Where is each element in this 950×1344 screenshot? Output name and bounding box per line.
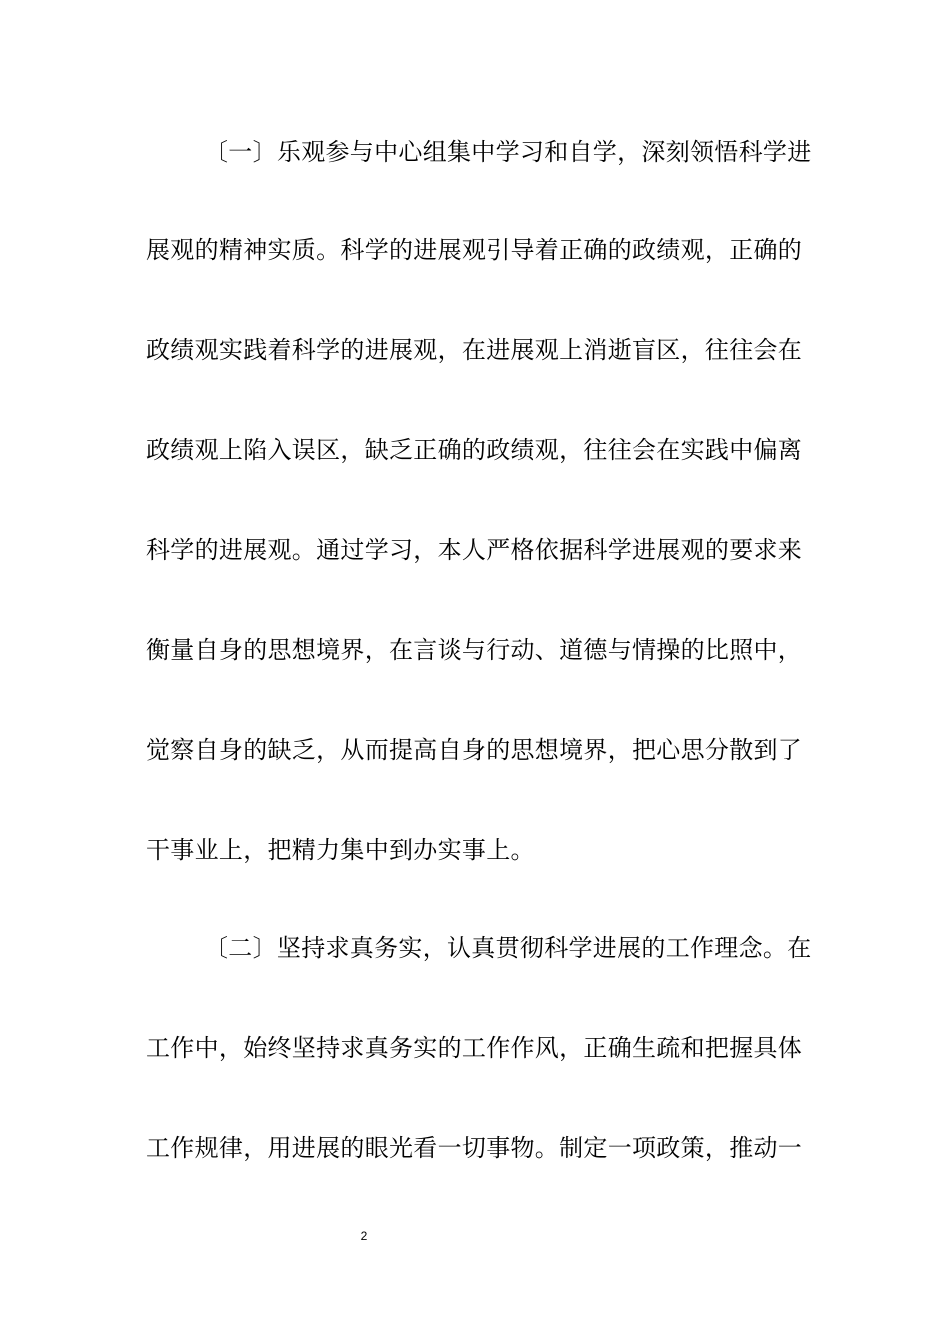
paragraph-2-line-2: 工作中，始终坚持求真务实的工作作风，正确生疏和把握具体 xyxy=(146,1034,803,1062)
paragraph-1-line-8: 干事业上，把精力集中到办实事上。 xyxy=(146,836,535,864)
paragraph-1-line-6: 衡量自身的思想境界，在言谈与行动、道德与情操的比照中， xyxy=(146,636,803,664)
paragraph-1-line-1: 〔一〕乐观参与中心组集中学习和自学，深刻领悟科学进 xyxy=(204,138,812,166)
paragraph-1-line-3: 政绩观实践着科学的进展观，在进展观上消逝盲区，往往会在 xyxy=(146,336,803,364)
paragraph-2-line-1: 〔二〕坚持求真务实，认真贯彻科学进展的工作理念。在 xyxy=(204,934,812,962)
paragraph-2-line-3: 工作规律，用进展的眼光看一切事物。制定一项政策，推动一 xyxy=(146,1134,803,1162)
paragraph-1-line-5: 科学的进展观。通过学习，本人严格依据科学进展观的要求来 xyxy=(146,536,803,564)
page-number: 2 xyxy=(360,1229,368,1243)
paragraph-1-line-4: 政绩观上陷入误区，缺乏正确的政绩观，往往会在实践中偏离 xyxy=(146,436,803,464)
paragraph-1-line-2: 展观的精神实质。科学的进展观引导着正确的政绩观，正确的 xyxy=(146,236,803,264)
paragraph-1-line-7: 觉察自身的缺乏，从而提高自身的思想境界，把心思分散到了 xyxy=(146,736,803,764)
